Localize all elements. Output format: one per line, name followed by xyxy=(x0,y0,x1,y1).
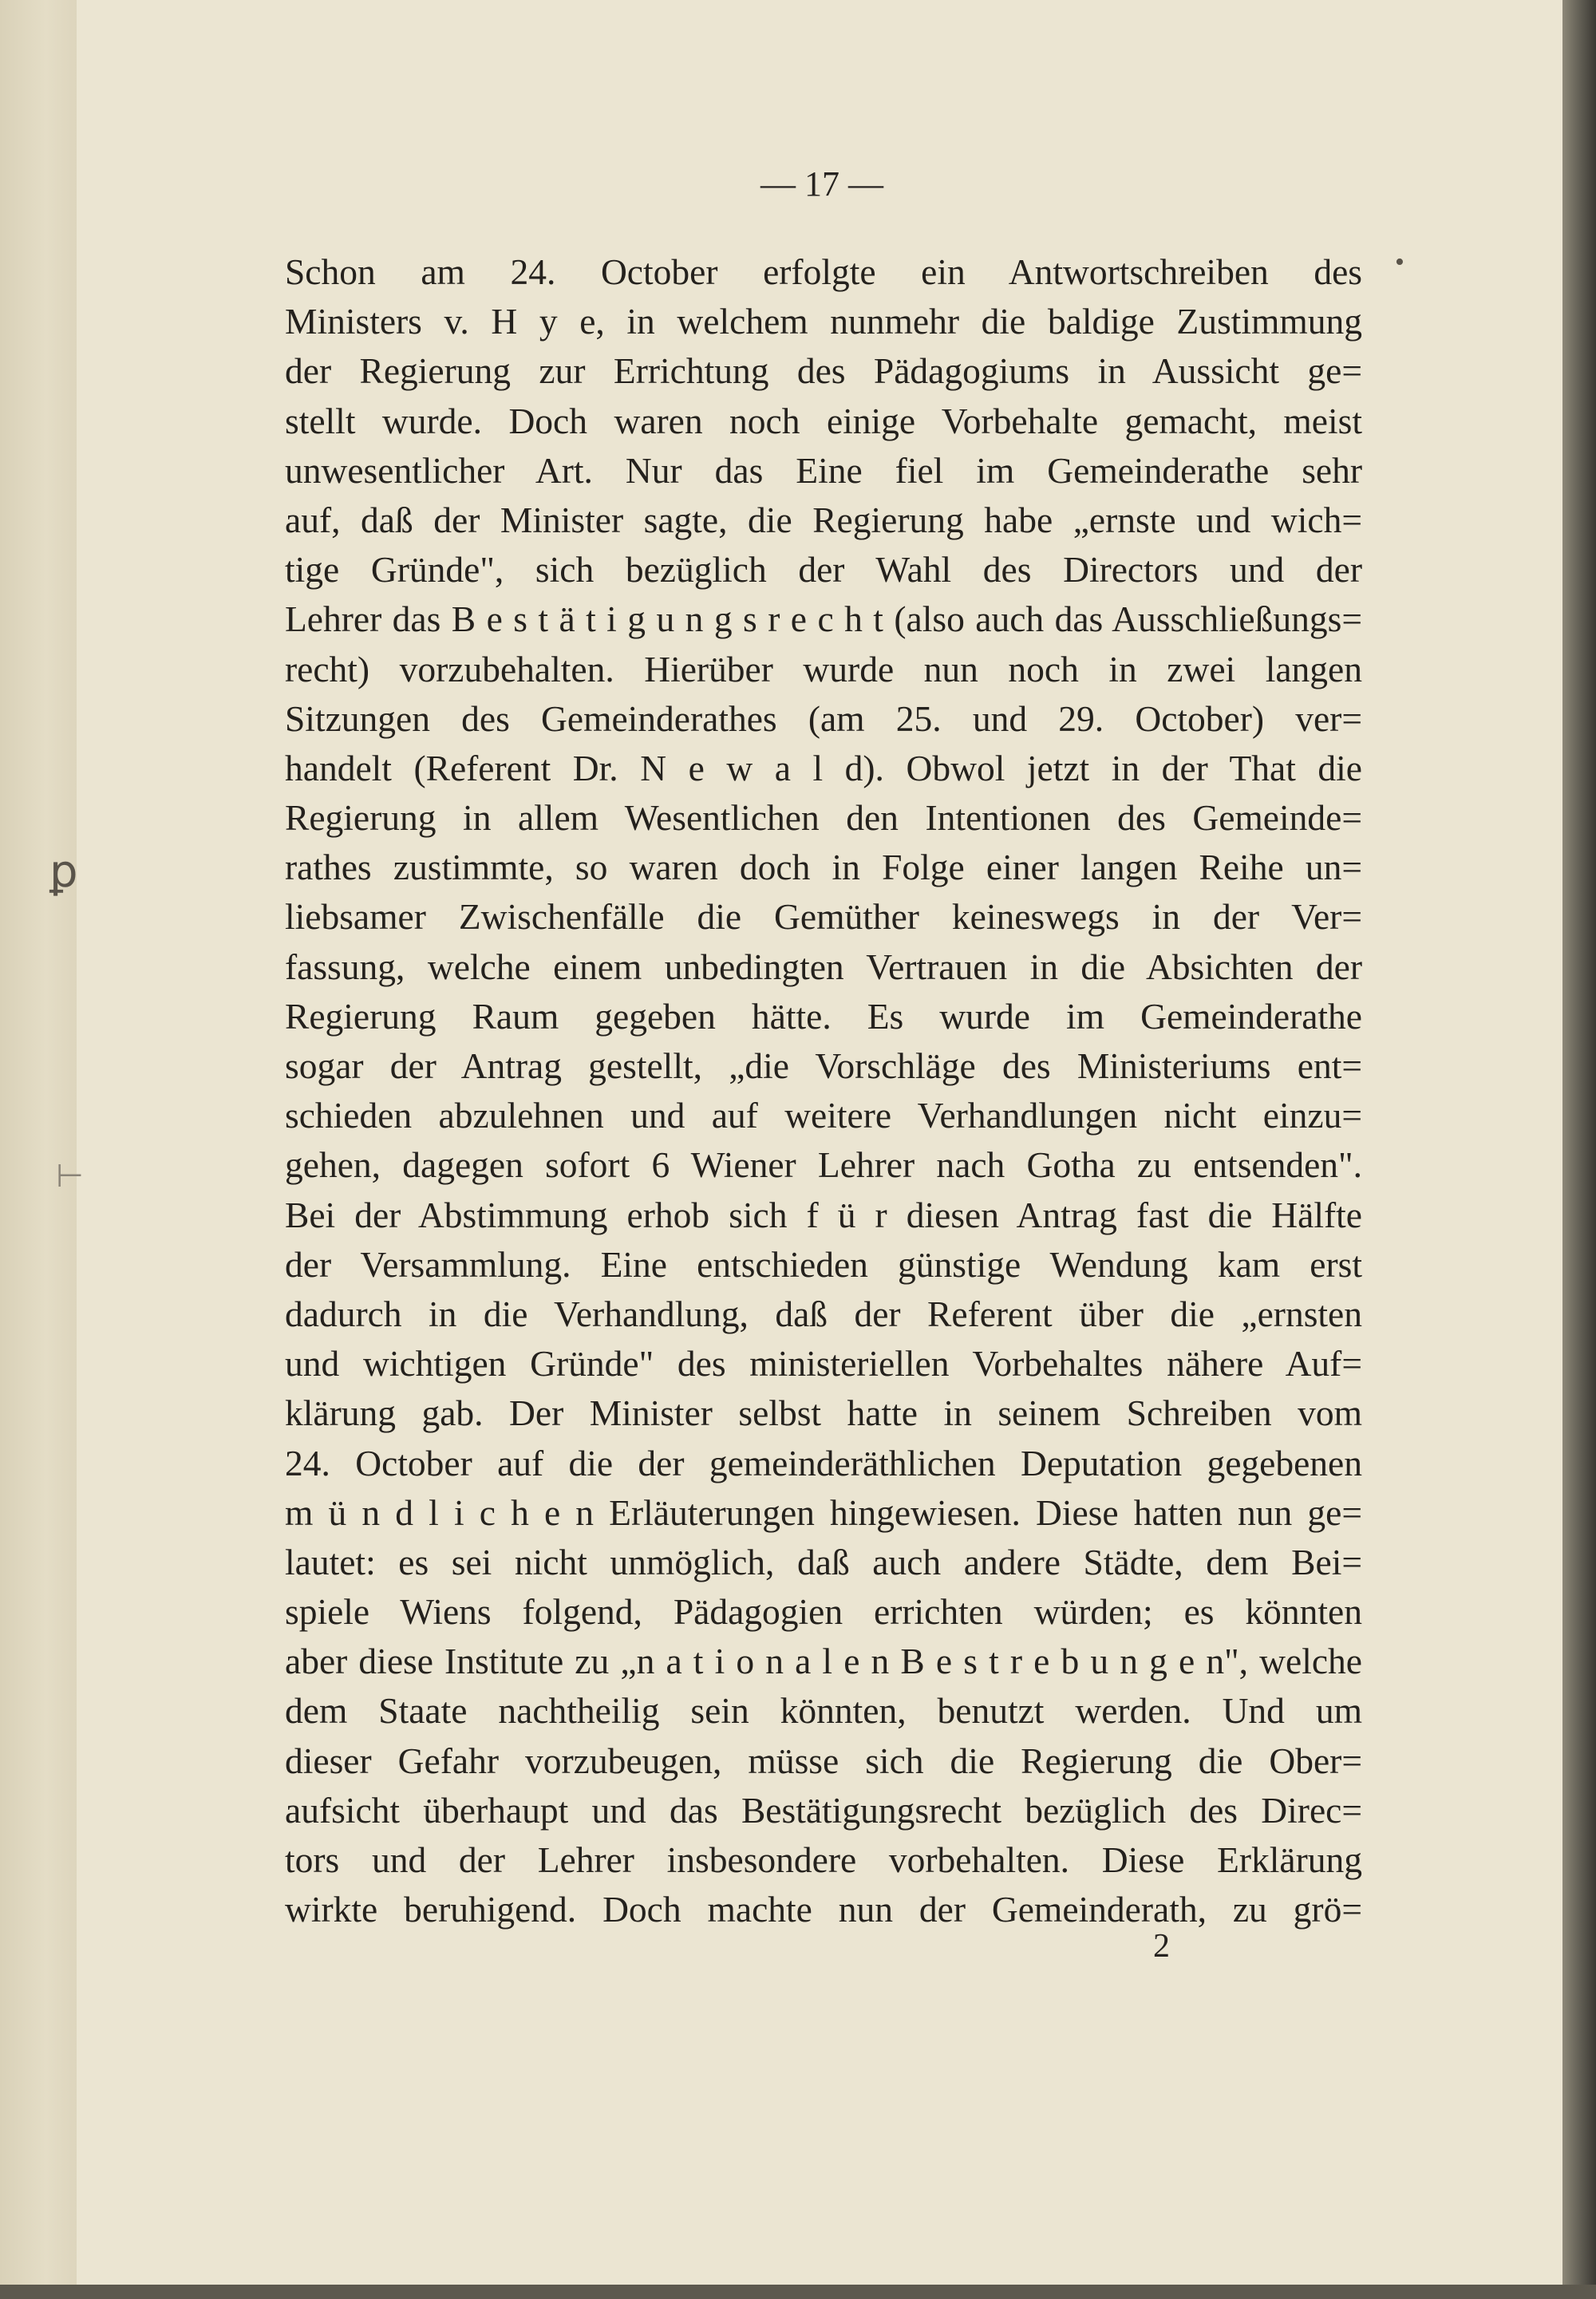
text-line: der Versammlung. Eine entschieden günstige Wendung kam erst xyxy=(285,1243,1362,1285)
text-line: aufsicht überhaupt und das Bestätigungsrecht bezüglich des Direc= xyxy=(285,1789,1362,1831)
body-text xyxy=(285,247,1362,1934)
text-line: dem Staate nachtheilig sein könnten, benutzt werden. Und um xyxy=(285,1690,1362,1732)
text-line: klärung gab. Der Minister selbst hatte in seinem Schreiben vom xyxy=(285,1392,1362,1434)
text-line: unwesentlicher Art. Nur das Eine fiel im Gemeinderathe sehr xyxy=(285,449,1362,491)
text-line: stellt wurde. Doch waren noch einige Vorbehalte gemacht, meist xyxy=(285,400,1362,441)
text-line: dieser Gefahr vorzubeugen, müsse sich die Regierung die Ober= xyxy=(285,1740,1362,1781)
text-line: handelt (Referent Dr. N e w a l d). Obwol jetzt in der That die xyxy=(285,747,1362,788)
text-line: schieden abzulehnen und auf weitere Verhandlungen nicht einzu= xyxy=(285,1095,1362,1136)
text-line: Regierung in allem Wesentlichen den Intentionen des Gemeinde= xyxy=(285,797,1362,839)
text-line: gehen, dagegen sofort 6 Wiener Lehrer nach Gotha zu entsenden". xyxy=(285,1144,1362,1186)
binding-edge xyxy=(0,0,79,2299)
page-bottom-edge xyxy=(0,2285,1596,2299)
text-line: recht) vorzubehalten. Hierüber wurde nun noch in zwei langen xyxy=(285,648,1362,689)
text-line: dadurch in die Verhandlung, daß der Referent über die „ernsten xyxy=(285,1293,1362,1334)
text-line: tige Gründe", sich bezüglich der Wahl des Directors und der xyxy=(285,549,1362,591)
text-line: Ministers v. H y e, in welchem nunmehr die baldige Zustimmung xyxy=(285,301,1362,342)
signature-mark: 2 xyxy=(1153,1928,1170,1965)
text-line: auf, daß der Minister sagte, die Regierung habe „ernste und wich= xyxy=(285,499,1362,540)
text-line: Lehrer das B e s t ä t i g u n g s r e c h t (also auch das Ausschließungs= xyxy=(285,598,1362,640)
page-right-edge xyxy=(1562,0,1596,2299)
margin-mark: • xyxy=(1395,247,1404,277)
text-line: sogar der Antrag gestellt, „die Vorschläge des Ministeriums ent= xyxy=(285,1045,1362,1086)
text-line: Schon am 24. October erfolgte ein Antwortschreiben des xyxy=(285,251,1362,292)
text-line: Bei der Abstimmung erhob sich f ü r diesen Antrag fast die Hälfte xyxy=(285,1194,1362,1235)
margin-mark: ꝑ xyxy=(49,847,78,897)
text-line: 24. October auf die der gemeinderäthlichen Deputation gegebenen xyxy=(285,1442,1362,1483)
text-line: m ü n d l i c h e n Erläuterungen hingewiesen. Diese hatten nun ge= xyxy=(285,1491,1362,1533)
text-line: liebsamer Zwischenfälle die Gemüther keineswegs in der Ver= xyxy=(285,896,1362,938)
text-line: der Regierung zur Errichtung des Pädagogiums in Aussicht ge= xyxy=(285,350,1362,392)
text-line: wirkte beruhigend. Doch machte nun der Gemeinderath, zu grö= xyxy=(285,1889,1362,1930)
text-line: Regierung Raum gegeben hätte. Es wurde im Gemeinderathe xyxy=(285,995,1362,1037)
text-line: tors und der Lehrer insbesondere vorbehalten. Diese Erklärung xyxy=(285,1839,1362,1880)
text-line: rathes zustimmte, so waren doch in Folge einer langen Reihe un= xyxy=(285,847,1362,888)
text-line: aber diese Institute zu „n a t i o n a l e n B e s t r e b u n g e n", welche xyxy=(285,1641,1362,1682)
text-line: spiele Wiens folgend, Pädagogien errichten würden; es könnten xyxy=(285,1591,1362,1633)
text-line: Sitzungen des Gemeinderathes (am 25. und 29. October) ver= xyxy=(285,697,1362,739)
page-number: — 17 — xyxy=(760,164,883,203)
text-line: fassung, welche einem unbedingten Vertrauen in die Absichten der xyxy=(285,946,1362,987)
text-line: lautet: es sei nicht unmöglich, daß auch andere Städte, dem Bei= xyxy=(285,1541,1362,1582)
margin-mark: ⊢ xyxy=(56,1158,84,1194)
text-line: und wichtigen Gründe" des ministeriellen Vorbehaltes nähere Auf= xyxy=(285,1343,1362,1385)
